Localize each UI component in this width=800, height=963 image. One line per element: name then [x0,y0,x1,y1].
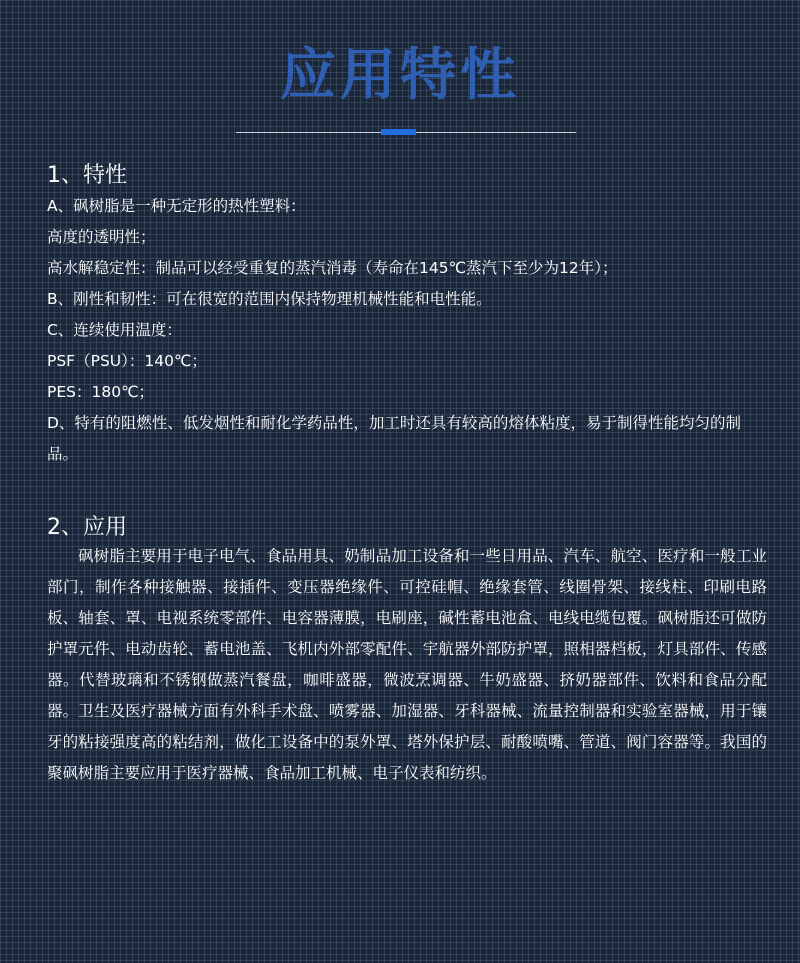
property-line: 高水解稳定性：制品可以经受重复的蒸汽消毒（寿命在145℃蒸汽下至少为12年）； [47,259,618,277]
property-line: 高度的透明性； [47,228,156,246]
property-line: A、砜树脂是一种无定形的热性塑料： [47,197,306,215]
section-heading-properties: 1、特性 [47,163,127,188]
property-line: PES：180℃； [47,383,154,401]
property-line: C、连续使用温度： [47,321,182,339]
title-divider-accent [381,129,416,135]
property-line: B、刚性和韧性：可在很宽的范围内保持物理机械性能和电性能。 [47,290,492,308]
section-applications [47,515,767,789]
page-title: 应用特性 [280,43,520,108]
property-line: D、特有的阻燃性、低发烟性和耐化学药品性，加工时还具有较高的熔体粘度，易于制得性能均匀的制品。 [47,414,741,463]
section-heading-applications: 2、应用 [47,515,127,540]
applications-paragraph: 砜树脂主要用于电子电气、食品用具、奶制品加工设备和一些日用品、汽车、航空、医疗和一般工业部门，制作各种接触器、接插件、变压器绝缘件、可控硅帽、绝缘套管、线圈骨架、接线柱、印刷电路板、轴套、罩、电视系统零部件、电容器薄膜，电刷座，碱性蓄电池盒、电线电缆包覆。砜树脂还可做防护罩元件、电动齿轮、蓄电池盖、飞机内外部零配件、宇航器外部防护罩，照相器档板，灯具部件、传感器。代替玻璃和不锈钢做蒸汽餐盘，咖啡盛器，微波烹调器、牛奶盛器、挤奶器部件、饮料和食品分配器。卫生及医疗器械方面有外科手术盘、喷雾器、加湿器、牙科器械、流量控制器和实验室器械，用于镶牙的粘接强度高的粘结剂，做化工设备中的泵外罩、塔外保护层、耐酸喷嘴、管道、阀门容器等。我国的聚砜树脂主要应用于医疗器械、食品加工机械、电子仪表和纺织。 [47,547,767,782]
property-line: PSF（PSU）：140℃； [47,352,207,370]
section-properties [47,163,767,470]
